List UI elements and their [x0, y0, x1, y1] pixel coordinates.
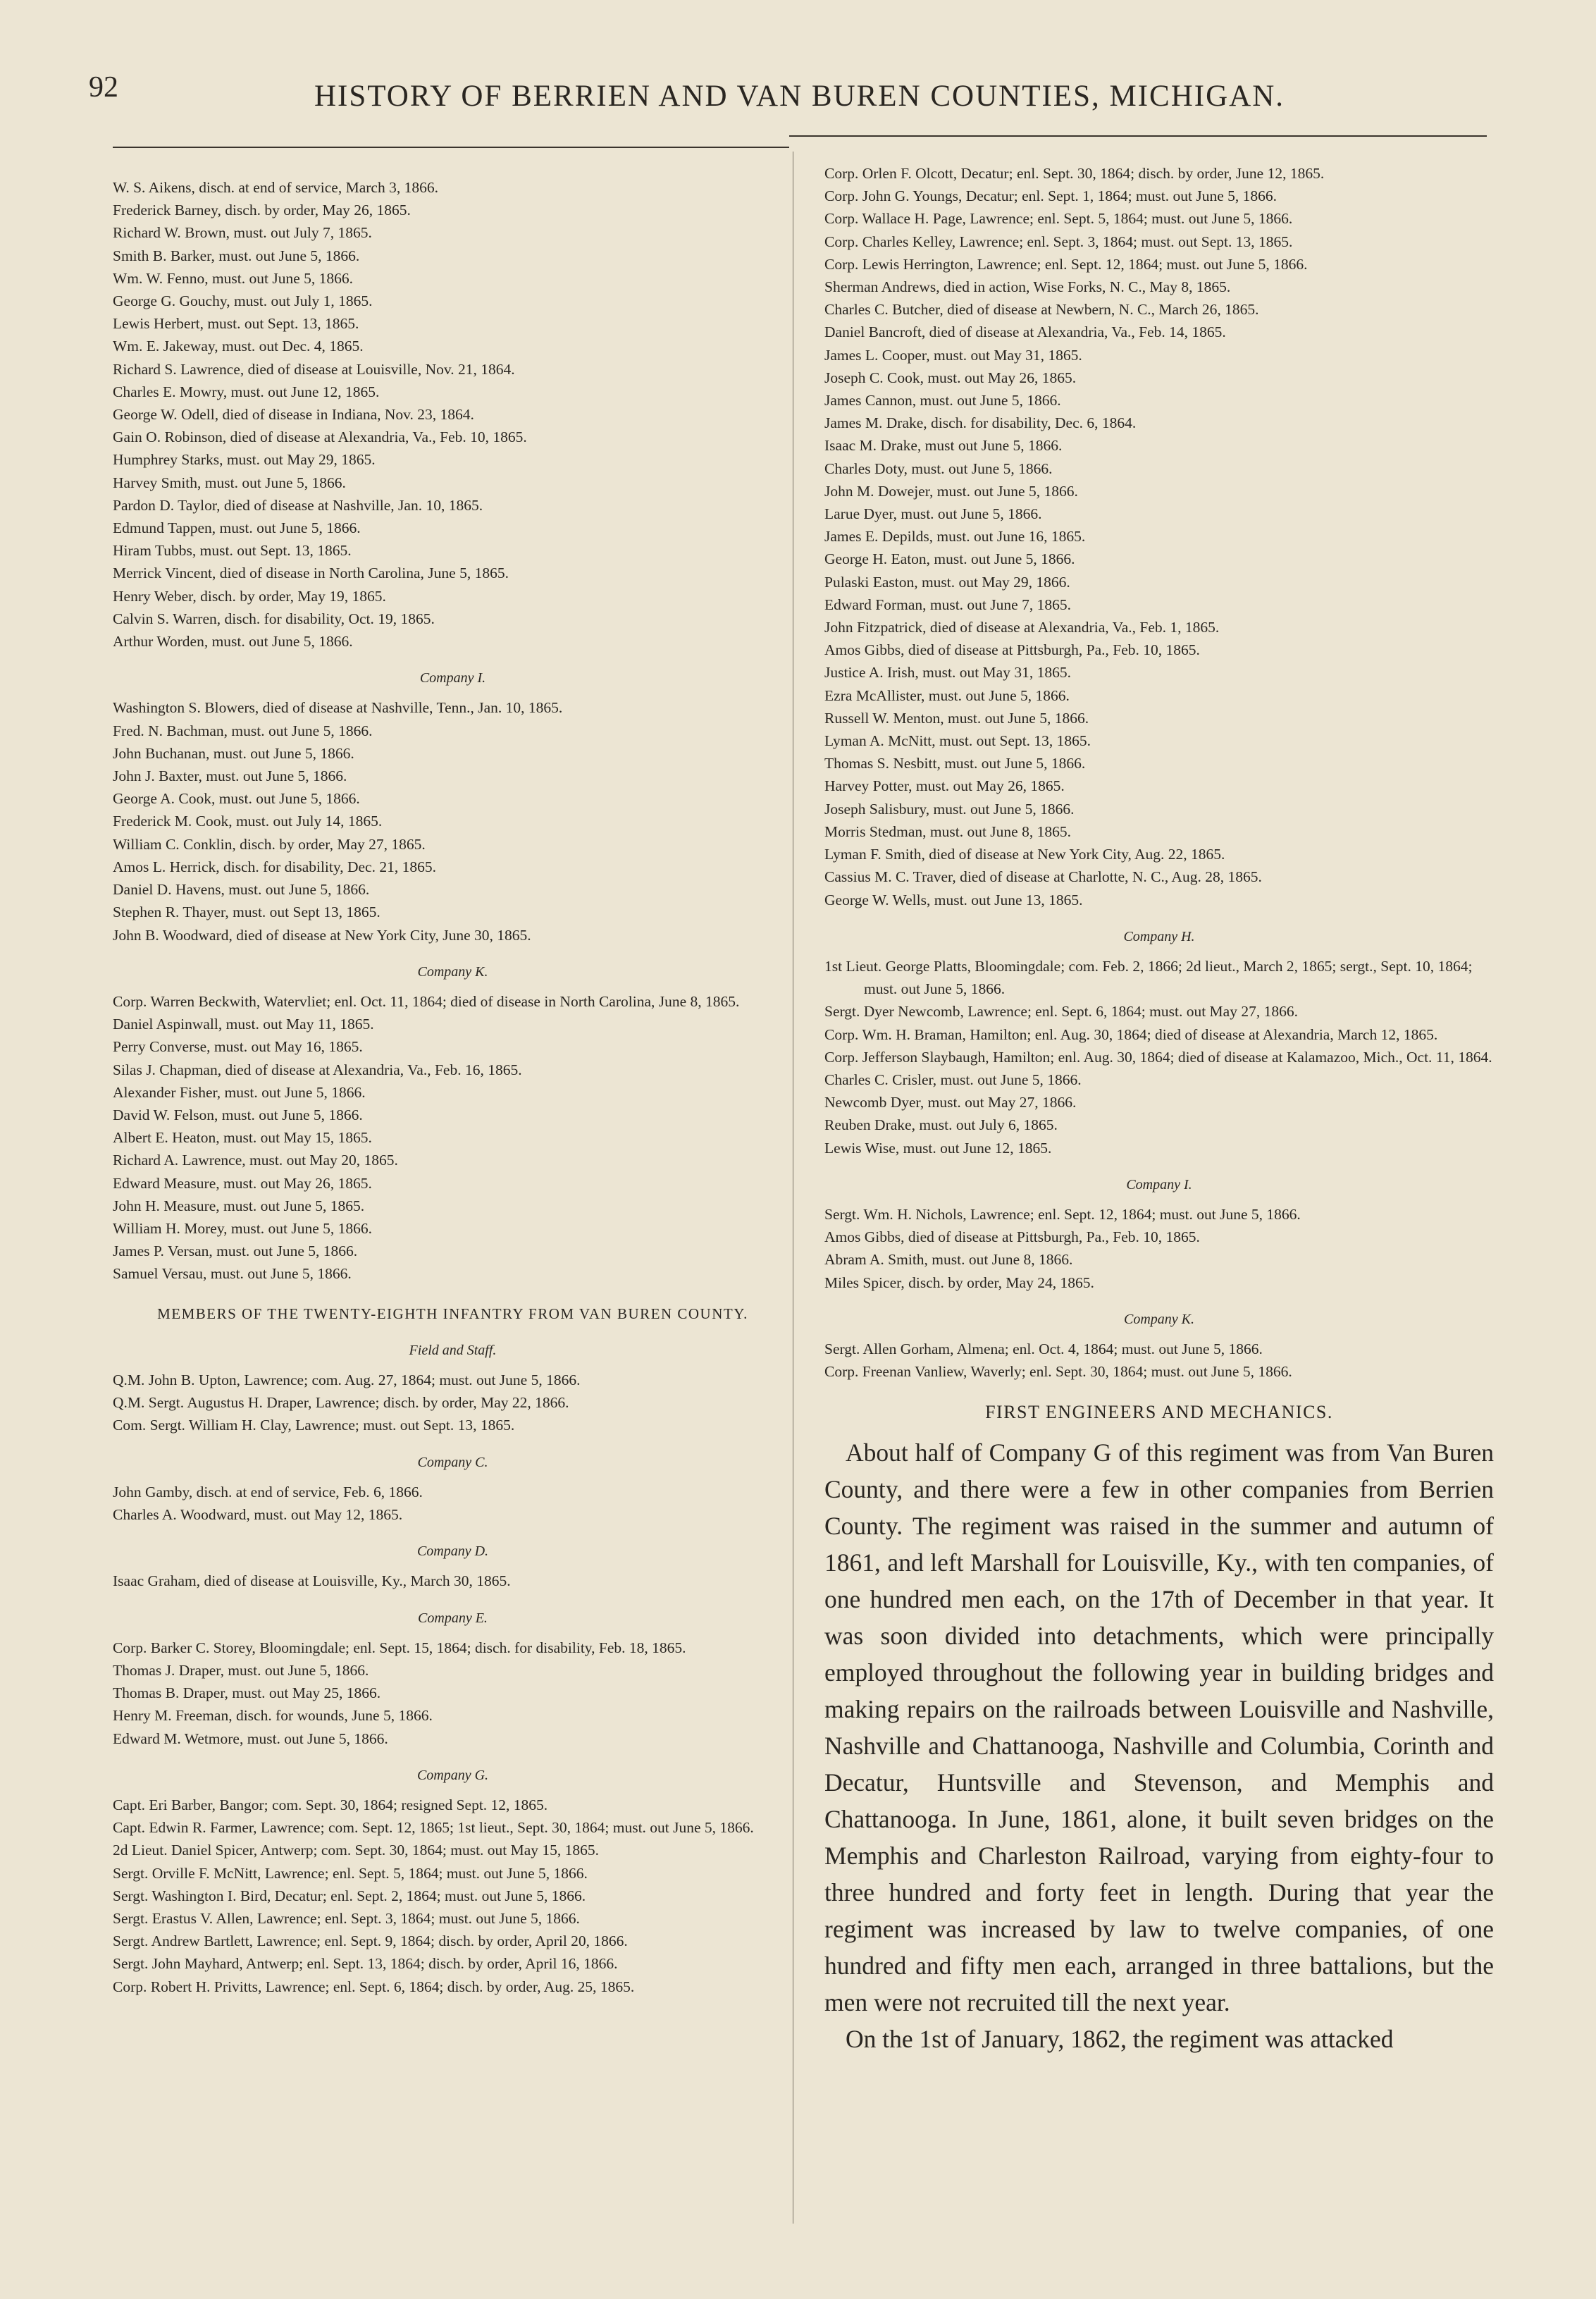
roster-entry: Miles Spicer, disch. by order, May 24, 1865. [824, 1274, 1094, 1291]
roster-entry: Isaac M. Drake, must out June 5, 1866. [824, 437, 1063, 455]
roster-entry: Capt. Edwin R. Farmer, Lawrence; com. Sept. 12, 1865; 1st lieut., Sept. 30, 1864; must. out June 5, 1866. [113, 1819, 754, 1837]
roster-entry: Joseph Salisbury, must. out June 5, 1866. [824, 800, 1075, 818]
roster-entry: Justice A. Irish, must. out May 31, 1865. [824, 664, 1071, 682]
company-subhead: Company K. [417, 963, 488, 980]
roster-entry: Edward Measure, must. out May 26, 1865. [113, 1174, 372, 1192]
roster-entry: George H. Eaton, must. out June 5, 1866. [824, 550, 1075, 568]
company-subhead: Company I. [419, 670, 486, 686]
roster-entry: Edmund Tappen, must. out June 5, 1866. [113, 519, 361, 537]
roster-entry: Samuel Versau, must. out June 5, 1866. [113, 1265, 352, 1283]
roster-entry: Edward M. Wetmore, must. out June 5, 1866. [113, 1730, 388, 1747]
roster-entry: Charles C. Crisler, must. out June 5, 1866. [824, 1071, 1082, 1088]
roster-entry: Arthur Worden, must. out June 5, 1866. [113, 633, 353, 651]
roster-entry: Pardon D. Taylor, died of disease at Nashville, Jan. 10, 1865. [113, 496, 483, 514]
roster-entry: Charles C. Butcher, died of disease at Newbern, N. C., March 26, 1865. [824, 301, 1259, 319]
roster-entry: James P. Versan, must. out June 5, 1866. [113, 1243, 358, 1260]
roster-entry: Corp. Freenan Vanliew, Waverly; enl. Sept. 30, 1864; must. out June 5, 1866. [824, 1363, 1292, 1381]
roster-entry: Edward Forman, must. out June 7, 1865. [824, 596, 1071, 613]
body-paragraph: About half of Company G of this regiment was from Van Buren County, and there were a few in other companies from Berrien County. The regiment was raised in the summer and autumn of 1861, and left Marshall for Louisville, Ky., with ten companies, of one hundred men each, on the 17th of December in that year. It was soon divided into detachments, which were principally employed throughout the following year in building bridges and making repairs on the railroads between Louisville and Nashville, Nashville and Chattanooga, Nashville and Columbia, Corinth and Decatur, Huntsville and Stevenson, and Memphis and Chattanooga. In June, 1861, alone, it built seven bridges on the Memphis and Charleston Railroad, varying from eighty-four to three hundred and forty feet in length. During that year the regiment was increased by law to twelve companies, of one hundred and fifty men each, arranged in three battalions, but the men were not recruited till the next year. [824, 1438, 1494, 2016]
roster-entry: George A. Cook, must. out June 5, 1866. [113, 790, 360, 808]
body-paragraph: On the 1st of January, 1862, the regiment was attacked [846, 2024, 1394, 2053]
roster-entry: Perry Converse, must. out May 16, 1865. [113, 1038, 363, 1056]
company-subhead: Company H. [1123, 928, 1195, 944]
roster-entry: Charles E. Mowry, must. out June 12, 1865. [113, 383, 380, 400]
roster-entry: Sergt. Washington I. Bird, Decatur; enl. Sept. 2, 1864; must. out June 5, 1866. [113, 1887, 586, 1904]
roster-entry: 1st Lieut. George Platts, Bloomingdale; com. Feb. 2, 1866; 2d lieut., March 2, 1865; sergt., Sept. 10, 1864; must. out June 5, 1866. [824, 957, 1473, 998]
roster-entry: Pulaski Easton, must. out May 29, 1866. [824, 573, 1070, 591]
roster-entry: Corp. Charles Kelley, Lawrence; enl. Sept. 3, 1864; must. out Sept. 13, 1865. [824, 233, 1293, 250]
roster-entry: Com. Sergt. William H. Clay, Lawrence; must. out Sept. 13, 1865. [113, 1417, 515, 1434]
roster-entry: Corp. Warren Beckwith, Watervliet; enl. Oct. 11, 1864; died of disease in North Carolina, June 8, 1865. [113, 992, 740, 1010]
company-subhead: Company I. [1126, 1176, 1192, 1192]
roster-entry: W. S. Aikens, disch. at end of service, March 3, 1866. [113, 179, 438, 196]
roster-entry: Amos L. Herrick, disch. for disability, Dec. 21, 1865. [113, 858, 436, 875]
roster-entry: Thomas B. Draper, must. out May 25, 1866. [113, 1684, 381, 1702]
roster-entry: Amos Gibbs, died of disease at Pittsburgh, Pa., Feb. 10, 1865. [824, 641, 1200, 659]
roster-entry: Daniel Bancroft, died of disease at Alexandria, Va., Feb. 14, 1865. [824, 323, 1226, 341]
page-number: 92 [89, 71, 118, 104]
roster-entry: Sergt. Erastus V. Allen, Lawrence; enl. Sept. 3, 1864; must. out June 5, 1866. [113, 1910, 580, 1928]
roster-entry: John B. Woodward, died of disease at New York City, June 30, 1865. [113, 926, 531, 944]
company-subhead: Company K. [1124, 1311, 1194, 1327]
roster-entry: Joseph C. Cook, must. out May 26, 1865. [824, 369, 1077, 386]
roster-entry: Corp. Jefferson Slaybaugh, Hamilton; enl. Aug. 30, 1864; died of disease at Kalamazoo, Mich., Oct. 11, 1864. [824, 1048, 1492, 1066]
roster-entry: Silas J. Chapman, died of disease at Alexandria, Va., Feb. 16, 1865. [113, 1061, 522, 1078]
roster-entry: John Buchanan, must. out June 5, 1866. [113, 744, 354, 762]
roster-entry: Daniel D. Havens, must. out June 5, 1866. [113, 881, 370, 899]
roster-entry: Corp. Wm. H. Braman, Hamilton; enl. Aug. 30, 1864; died of disease at Alexandria, March 12, 1865. [824, 1025, 1438, 1043]
roster-entry: Henry M. Freeman, disch. for wounds, June 5, 1866. [113, 1707, 433, 1725]
section-heading: FIRST ENGINEERS AND MECHANICS. [985, 1402, 1333, 1423]
roster-entry: George G. Gouchy, must. out July 1, 1865. [113, 292, 373, 310]
roster-entry: Sherman Andrews, died in action, Wise Forks, N. C., May 8, 1865. [824, 278, 1231, 296]
roster-entry: Capt. Eri Barber, Bangor; com. Sept. 30, 1864; resigned Sept. 12, 1865. [113, 1796, 548, 1813]
roster-entry: George W. Odell, died of disease in Indiana, Nov. 23, 1864. [113, 406, 474, 424]
roster-entry: Sergt. Allen Gorham, Almena; enl. Oct. 4, 1864; must. out June 5, 1866. [824, 1340, 1263, 1357]
roster-entry: Corp. Orlen F. Olcott, Decatur; enl. Sept. 30, 1864; disch. by order, June 12, 1865. [824, 165, 1325, 182]
company-subhead: Company G. [416, 1767, 489, 1783]
roster-entry: Washington S. Blowers, died of disease at Nashville, Tenn., Jan. 10, 1865. [113, 699, 563, 717]
roster-entry: Albert E. Heaton, must. out May 15, 1865. [113, 1129, 372, 1147]
right-column [824, 162, 1494, 2057]
roster-entry: Thomas S. Nesbitt, must. out June 5, 1866. [824, 755, 1086, 772]
roster-entry: Cassius M. C. Traver, died of disease at Charlotte, N. C., Aug. 28, 1865. [824, 868, 1262, 886]
section-heading: MEMBERS OF THE TWENTY-EIGHTH INFANTRY FROM VAN BUREN COUNTY. [157, 1305, 748, 1322]
company-subhead: Company C. [417, 1454, 488, 1470]
roster-entry: Amos Gibbs, died of disease at Pittsburgh, Pa., Feb. 10, 1865. [824, 1228, 1200, 1246]
roster-entry: James Cannon, must. out June 5, 1866. [824, 392, 1061, 409]
roster-entry: Wm. E. Jakeway, must. out Dec. 4, 1865. [113, 338, 364, 355]
roster-entry: Reuben Drake, must. out July 6, 1865. [824, 1116, 1058, 1134]
header-rule-left [113, 147, 789, 148]
roster-entry: John H. Measure, must. out June 5, 1865. [113, 1197, 365, 1214]
roster-entry: Lyman F. Smith, died of disease at New York City, Aug. 22, 1865. [824, 846, 1225, 863]
roster-entry: Charles Doty, must. out June 5, 1866. [824, 460, 1053, 477]
roster-entry: Hiram Tubbs, must. out Sept. 13, 1865. [113, 542, 352, 560]
roster-entry: James E. Depilds, must. out June 16, 1865. [824, 528, 1086, 546]
roster-entry: Lyman A. McNitt, must. out Sept. 13, 1865. [824, 732, 1091, 750]
roster-entry: Sergt. John Mayhard, Antwerp; enl. Sept. 13, 1864; disch. by order, April 16, 1866. [113, 1955, 618, 1973]
company-subhead: Field and Staff. [409, 1342, 497, 1358]
header-rule-right [789, 135, 1487, 137]
roster-entry: Stephen R. Thayer, must. out Sept 13, 1865. [113, 904, 381, 921]
roster-entry: Fred. N. Bachman, must. out June 5, 1866. [113, 722, 373, 739]
roster-entry: Corp. Barker C. Storey, Bloomingdale; enl. Sept. 15, 1864; disch. for disability, Feb. 18, 1865. [113, 1639, 686, 1656]
left-column [113, 176, 793, 1998]
roster-entry: Merrick Vincent, died of disease in North Carolina, June 5, 1865. [113, 565, 509, 582]
roster-entry: Ezra McAllister, must. out June 5, 1866. [824, 686, 1070, 704]
roster-entry: Sergt. Orville F. McNitt, Lawrence; enl. Sept. 5, 1864; must. out June 5, 1866. [113, 1864, 588, 1882]
roster-entry: Morris Stedman, must. out June 8, 1865. [824, 822, 1071, 840]
roster-entry: Gain O. Robinson, died of disease at Alexandria, Va., Feb. 10, 1865. [113, 429, 527, 446]
roster-entry: William H. Morey, must. out June 5, 1866. [113, 1219, 372, 1237]
roster-entry: Frederick M. Cook, must. out July 14, 1865. [113, 813, 383, 830]
roster-entry: Newcomb Dyer, must. out May 27, 1866. [824, 1094, 1077, 1111]
roster-entry: Q.M. Sergt. Augustus H. Draper, Lawrence; disch. by order, May 22, 1866. [113, 1394, 569, 1412]
roster-entry: Larue Dyer, must. out June 5, 1866. [824, 505, 1042, 523]
roster-entry: Wm. W. Fenno, must. out June 5, 1866. [113, 269, 354, 287]
roster-entry: Richard W. Brown, must. out July 7, 1865. [113, 224, 372, 242]
company-subhead: Company D. [416, 1543, 489, 1560]
roster-entry: Richard A. Lawrence, must. out May 20, 1865. [113, 1152, 398, 1169]
roster-entry: John Gamby, disch. at end of service, Feb. 6, 1866. [113, 1483, 423, 1500]
roster-entry: Calvin S. Warren, disch. for disability, Oct. 19, 1865. [113, 610, 435, 627]
roster-entry: Lewis Wise, must. out June 12, 1865. [824, 1139, 1052, 1157]
roster-entry: Russell W. Menton, must. out June 5, 1866. [824, 709, 1089, 727]
roster-entry: Isaac Graham, died of disease at Louisville, Ky., March 30, 1865. [113, 1572, 511, 1590]
running-title: HISTORY OF BERRIEN AND VAN BUREN COUNTIES, MICHIGAN. [314, 80, 1285, 113]
roster-entry: Abram A. Smith, must. out June 8, 1866. [824, 1251, 1073, 1269]
roster-entry: Daniel Aspinwall, must. out May 11, 1865. [113, 1016, 374, 1033]
roster-entry: John M. Dowejer, must. out June 5, 1866. [824, 482, 1078, 500]
roster-entry: Corp. Robert H. Privitts, Lawrence; enl. Sept. 6, 1864; disch. by order, Aug. 25, 1865. [113, 1978, 635, 1995]
roster-entry: Sergt. Wm. H. Nichols, Lawrence; enl. Sept. 12, 1864; must. out June 5, 1866. [824, 1205, 1301, 1223]
roster-entry: Q.M. John B. Upton, Lawrence; com. Aug. 27, 1864; must. out June 5, 1866. [113, 1371, 581, 1388]
roster-entry: Sergt. Dyer Newcomb, Lawrence; enl. Sept. 6, 1864; must. out May 27, 1866. [824, 1003, 1298, 1021]
roster-entry: James L. Cooper, must. out May 31, 1865. [824, 346, 1082, 364]
roster-entry: Corp. John G. Youngs, Decatur; enl. Sept. 1, 1864; must. out June 5, 1866. [824, 187, 1278, 205]
roster-entry: John J. Baxter, must. out June 5, 1866. [113, 768, 347, 785]
roster-entry: Humphrey Starks, must. out May 29, 1865. [113, 451, 376, 469]
roster-entry: Charles A. Woodward, must. out May 12, 1865. [113, 1505, 403, 1523]
roster-entry: Sergt. Andrew Bartlett, Lawrence; enl. Sept. 9, 1864; disch. by order, April 20, 1866. [113, 1933, 628, 1950]
roster-entry: Smith B. Barker, must. out June 5, 1866. [113, 247, 360, 264]
roster-entry: Corp. Wallace H. Page, Lawrence; enl. Sept. 5, 1864; must. out June 5, 1866. [824, 210, 1293, 228]
roster-entry: Harvey Smith, must. out June 5, 1866. [113, 474, 346, 491]
roster-entry: Lewis Herbert, must. out Sept. 13, 1865. [113, 315, 359, 333]
roster-entry: William C. Conklin, disch. by order, May 27, 1865. [113, 835, 426, 853]
roster-entry: Frederick Barney, disch. by order, May 26, 1865. [113, 202, 411, 219]
company-subhead: Company E. [418, 1610, 488, 1626]
roster-entry: James M. Drake, disch. for disability, Dec. 6, 1864. [824, 414, 1137, 432]
roster-entry: John Fitzpatrick, died of disease at Alexandria, Va., Feb. 1, 1865. [824, 619, 1220, 636]
roster-entry: Thomas J. Draper, must. out June 5, 1866. [113, 1661, 369, 1679]
roster-entry: David W. Felson, must. out June 5, 1866. [113, 1106, 363, 1123]
roster-entry: 2d Lieut. Daniel Spicer, Antwerp; com. Sept. 30, 1864; must. out May 15, 1865. [113, 1842, 600, 1859]
roster-entry: Alexander Fisher, must. out June 5, 1866. [113, 1083, 366, 1101]
roster-entry: Richard S. Lawrence, died of disease at Louisville, Nov. 21, 1864. [113, 360, 515, 378]
roster-entry: Corp. Lewis Herrington, Lawrence; enl. Sept. 12, 1864; must. out June 5, 1866. [824, 255, 1308, 273]
roster-entry: Harvey Potter, must. out May 26, 1865. [824, 777, 1065, 795]
roster-entry: Henry Weber, disch. by order, May 19, 1865. [113, 587, 386, 605]
roster-entry: George W. Wells, must. out June 13, 1865. [824, 891, 1083, 908]
